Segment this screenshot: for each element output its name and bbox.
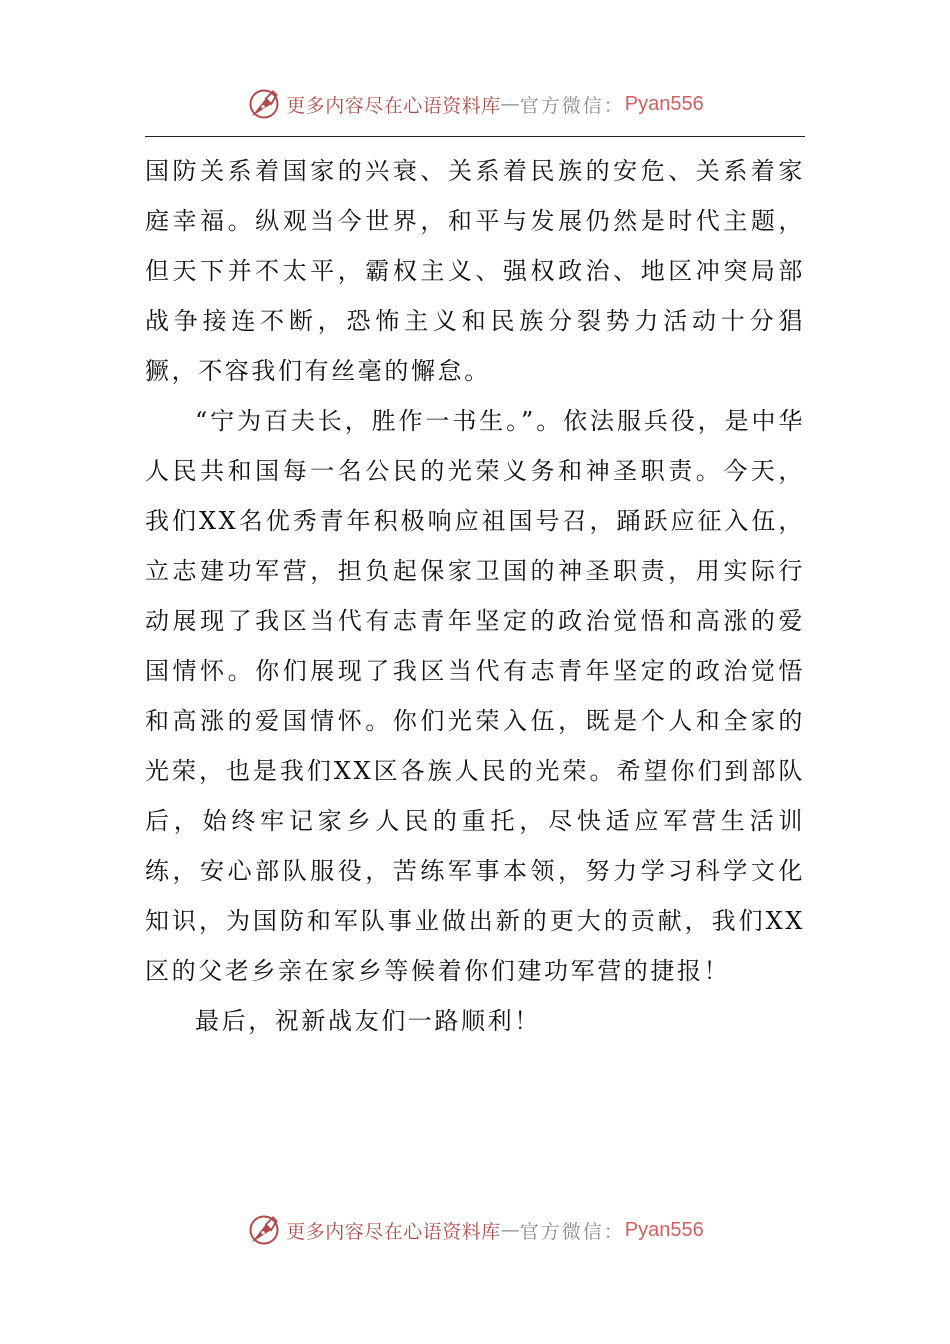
header-wechat-label: 官方微信： <box>519 94 625 117</box>
footer-brand-text: 更多内容尽在心语资料库 <box>286 1220 501 1243</box>
document-body <box>145 146 805 1046</box>
header-separator: — <box>500 93 520 115</box>
header-brand-text: 更多内容尽在心语资料库 <box>286 94 501 117</box>
footer-separator: — <box>500 1219 520 1241</box>
paragraph-2: “宁为百夫长，胜作一书生。”。依法服兵役，是中华人民共和国每一名公民的光荣义务和神圣职责。今天，我们XX名优秀青年积极响应祖国号召，踊跃应征入伍，立志建功军营，担负起保家卫国的神圣职责，用实际行动展现了我区当代有志青年坚定的政治觉悟和高涨的爱国情怀。你们展现了我区当代有志青年坚定的政治觉悟和高涨的爱国情怀。你们光荣入伍，既是个人和全家的光荣，也是我们XX区各族人民的光荣。希望你们到部队后，始终牢记家乡人民的重托，尽快适应军营生活训练，安心部队服役，苦练军事本领，努力学习科学文化知识，为国防和军队事业做出新的更大的贡献，我们XX区的父老乡亲在家乡等候着你们建功军营的捷报！ <box>145 407 805 985</box>
footer-wechat-id: Pyan556 <box>624 1218 704 1241</box>
header-divider <box>145 136 805 137</box>
footer-banner <box>0 1208 950 1252</box>
paragraph-1: 国防关系着国家的兴衰、关系着民族的安危、关系着家庭幸福。纵观当今世界，和平与发展仍然是时代主题，但天下并不太平，霸权主义、强权政治、地区冲突局部战争接连不断，恐怖主义和民族分裂势力活动十分猖獗，不容我们有丝毫的懈怠。 <box>145 157 805 385</box>
pen-nib-icon <box>246 86 282 122</box>
pen-nib-icon <box>246 1212 282 1248</box>
footer-wechat-label: 官方微信： <box>519 1220 625 1243</box>
header-wechat-id: Pyan556 <box>624 92 704 115</box>
paragraph-3: 最后，祝新战友们一路顺利！ <box>195 1007 541 1035</box>
header-banner <box>0 82 950 126</box>
